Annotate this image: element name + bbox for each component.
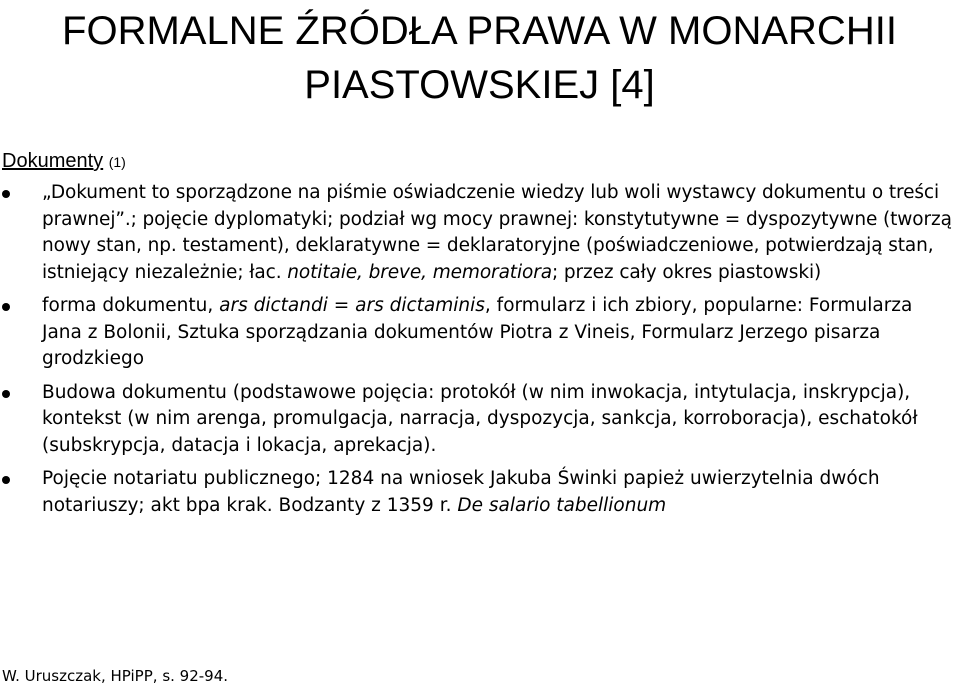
- bullet-item-definition: [0, 180, 955, 286]
- bullet-dot-icon: [2, 476, 10, 484]
- bullet-text: ; przez cały okres piastowski): [551, 261, 822, 283]
- slide-title: [0, 4, 959, 112]
- slide-title-line2: PIASTOWSKIEJ [4]: [304, 63, 655, 107]
- bullet-item-notary: [0, 466, 955, 519]
- bullet-text: „Dokument to sporządzone na piśmie oświadczenie wiedzy lub woli wystawcy dokumentu o treści prawnej”.; pojęcie dyplomatyki; podział wg mocy prawnej: konstytutywne = dyspozytywne (tworzą nowy stan, np. testament), deklaratywne = deklaratoryjne (poświadczeniowe, potwierdzają stan, istniejący niezależnie; łac.: [42, 182, 952, 283]
- bullet-text: Pojęcie notariatu publicznego; 1284 na wniosek Jakuba Świnki papież uwierzytelnia dwóch notariuszy; akt bpa krak. Bodzanty z 1359 r.: [42, 468, 880, 516]
- bullet-text-italic: ars dictandi: [219, 295, 328, 316]
- bullet-text-italic: ars dictaminis: [355, 295, 485, 316]
- source-footnote: W. Uruszczak, HPiPP, s. 92-94.: [2, 667, 229, 685]
- bullet-text-italic: De salario tabellionum: [457, 494, 667, 516]
- bullet-list: [0, 180, 955, 526]
- bullet-dot-icon: [2, 390, 10, 398]
- bullet-text-italic: notitaie, breve, memoratiora: [287, 261, 552, 283]
- bullet-item-structure: [0, 380, 955, 460]
- slide-title-line1: FORMALNE ŹRÓDŁA PRAWA W MONARCHII: [62, 9, 897, 53]
- bullet-text: , formularz i ich zbiory, popularne: Formularza Jana z Bolonii, Sztuka sporządzania dokumentów Piotra z Vineis, Formularz Jerzego pisarza grodzkiego: [42, 295, 913, 369]
- bullet-text: Budowa dokumentu (podstawowe pojęcia: protokół (w nim inwokacja, intytulacja, inskrypcja), kontekst (w nim arenga, promulgacja, narracja, dyspozycja, sankcja, korroboracja), eschatokół (subskrypcja, datacja i lokacja, aprekacja).: [42, 381, 918, 456]
- bullet-item-form: [0, 293, 955, 373]
- section-heading-label: Dokumenty: [2, 150, 104, 172]
- bullet-dot-icon: [2, 303, 10, 311]
- bullet-text: forma dokumentu,: [42, 295, 220, 316]
- bullet-text: =: [327, 295, 356, 316]
- bullet-dot-icon: [2, 190, 10, 198]
- section-heading: [2, 148, 126, 175]
- section-heading-number: (1): [108, 154, 126, 170]
